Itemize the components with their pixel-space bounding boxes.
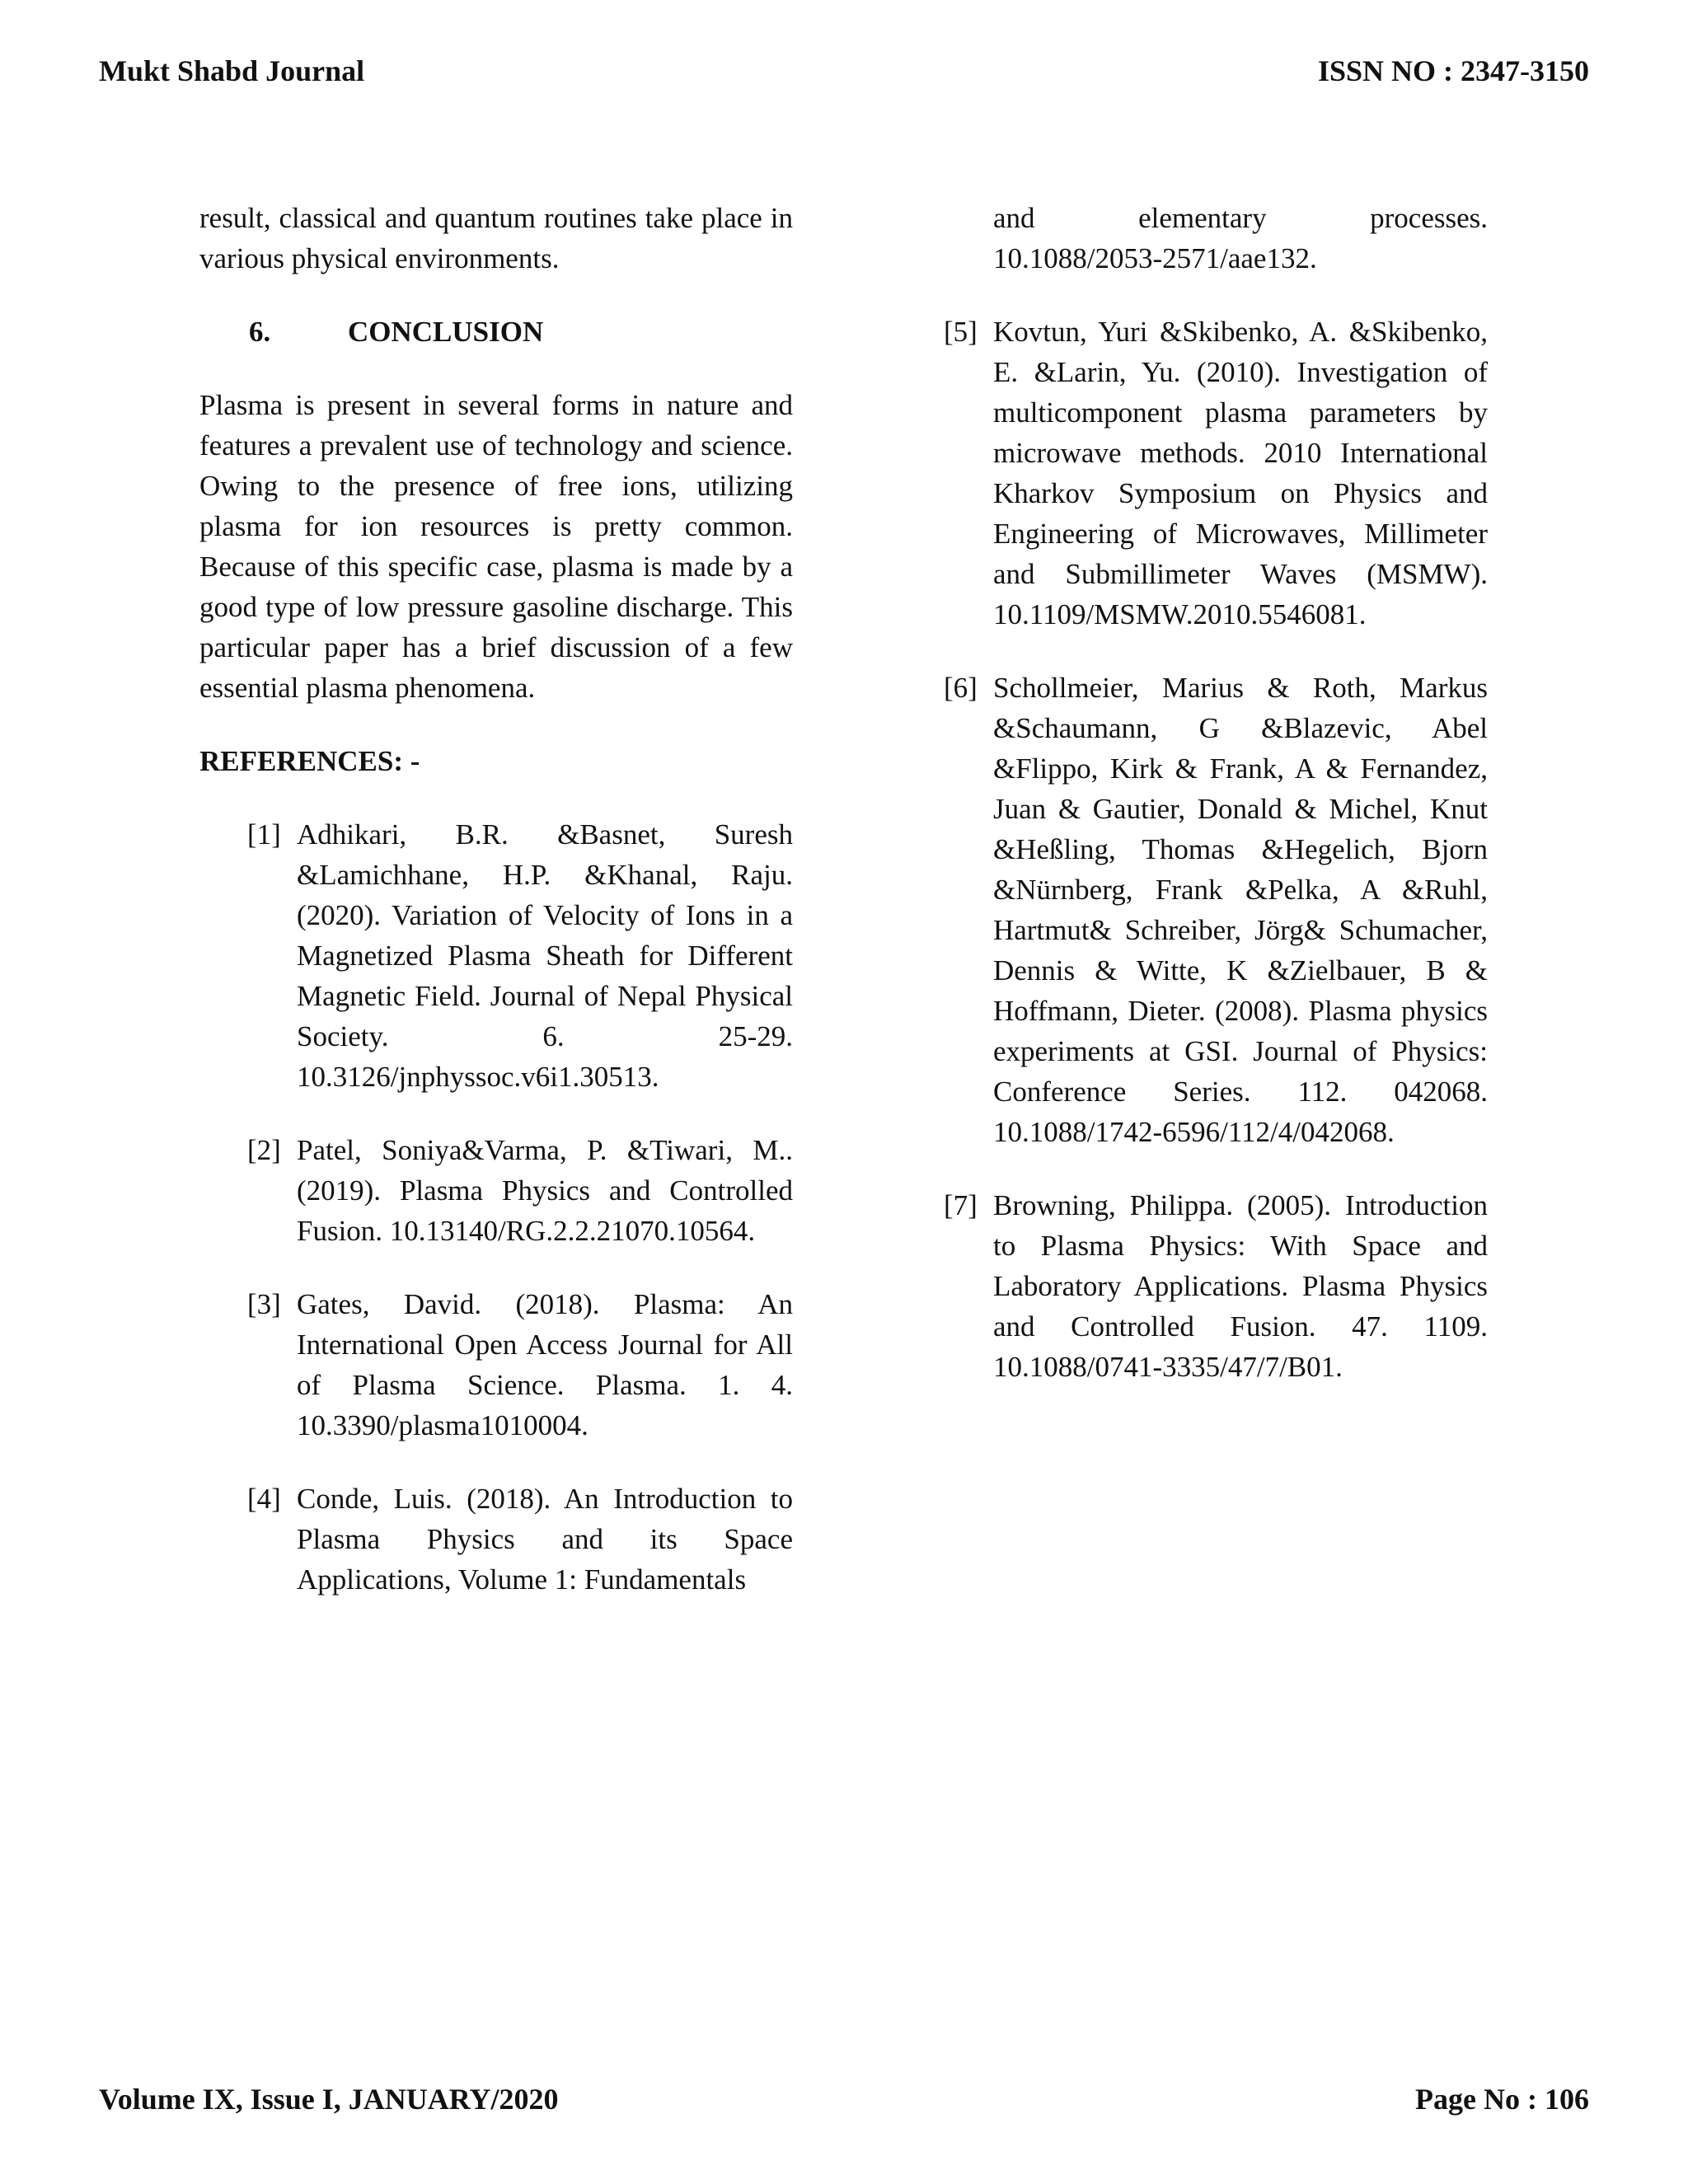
references-heading: REFERENCES: -	[199, 745, 420, 777]
reference-item	[247, 1284, 793, 1446]
reference-text: Gates, David. (2018). Plasma: An International Open Access Journal for All of Plasma Science. Plasma. 1. 4. 10.3390/plasma1010004.	[297, 1288, 793, 1441]
right-column	[944, 198, 1488, 1420]
page-header	[99, 53, 1589, 89]
intro-paragraph: result, classical and quantum routines take place in various physical environments.	[199, 202, 793, 274]
reference-item	[944, 312, 1488, 635]
reference-text: Conde, Luis. (2018). An Introduction to Plasma Physics and its Space Applications, Volume 1: Fundamentals	[297, 1483, 793, 1596]
reference-item	[247, 814, 793, 1097]
reference-text: Patel, Soniya&Varma, P. &Tiwari, M.. (2019). Plasma Physics and Controlled Fusion. 10.13140/RG.2.2.21070.10564.	[297, 1134, 793, 1247]
reference-item	[247, 1130, 793, 1251]
reference-continuation	[993, 198, 1488, 279]
reference-text: Kovtun, Yuri &Skibenko, A. &Skibenko, E. &Larin, Yu. (2010). Investigation of multicomponent plasma parameters by microwave methods. 2010 International Kharkov Symposium on Physics and Engineering of Microwaves, Millimeter and Submillimeter Waves (MSMW). 10.1109/MSMW.2010.5546081.	[993, 316, 1488, 630]
section-number: 6.	[249, 316, 271, 348]
journal-name: Mukt Shabd Journal	[99, 54, 365, 87]
reference-number: [4]	[247, 1483, 281, 1515]
reference-number: [2]	[247, 1134, 281, 1166]
reference-text: Adhikari, B.R. &Basnet, Suresh &Lamichhane, H.P. &Khanal, Raju. (2020). Variation of Velocity of Ions in a Magnetized Plasma Sheath for Different Magnetic Field. Journal of Nepal Physical Society. 6. 25-29. 10.3126/jnphyssoc.v6i1.30513.	[297, 818, 793, 1093]
reference-number: [7]	[944, 1189, 978, 1221]
reference-number: [1]	[247, 818, 281, 851]
issn-number: ISSN NO : 2347-3150	[1317, 54, 1589, 87]
reference-item	[247, 1479, 793, 1600]
reference-text: Browning, Philippa. (2005). Introduction to Plasma Physics: With Space and Laboratory Applications. Plasma Physics and Controlled Fusion. 47. 1109. 10.1088/0741-3335/47/7/B01.	[993, 1189, 1488, 1383]
reference-continuation-line: 10.1088/2053-2571/aae132.	[993, 242, 1317, 274]
reference-text: Schollmeier, Marius & Roth, Markus &Schaumann, G &Blazevic, Abel &Flippo, Kirk & Frank, A & Fernandez, Juan & Gautier, Donald & Michel, Knut &Heßling, Thomas &Hegelich, Bjorn &Nürnberg, Frank &Pelka, A &Ruhl, Hartmut& Schreiber, Jörg& Schumacher, Dennis & Witte, K &Zielbauer, B & Hoffmann, Dieter. (2008). Plasma physics experiments at GSI. Journal of Physics: Conference Series. 112. 042068. 10.1088/1742-6596/112/4/042068.	[993, 672, 1488, 1148]
reference-number: [5]	[944, 316, 978, 348]
left-column	[199, 198, 793, 1633]
volume-info: Volume IX, Issue I, JANUARY/2020	[99, 2083, 559, 2116]
reference-continuation-line: and elementary processes.	[993, 202, 1488, 234]
page-number: Page No : 106	[1415, 2083, 1589, 2116]
section-title: CONCLUSION	[348, 316, 544, 348]
reference-item	[944, 1185, 1488, 1387]
reference-item	[944, 668, 1488, 1152]
section-heading	[249, 312, 793, 352]
page-footer	[99, 2081, 1589, 2117]
reference-number: [3]	[247, 1288, 281, 1320]
reference-number: [6]	[944, 672, 978, 704]
conclusion-paragraph: Plasma is present in several forms in nature and features a prevalent use of technology and science. Owing to the presence of free ions, utilizing plasma for ion resources is pretty common. Because of this specific case, plasma is made by a good type of low pressure gasoline discharge. This particular paper has a brief discussion of a few essential plasma phenomena.	[199, 389, 793, 704]
